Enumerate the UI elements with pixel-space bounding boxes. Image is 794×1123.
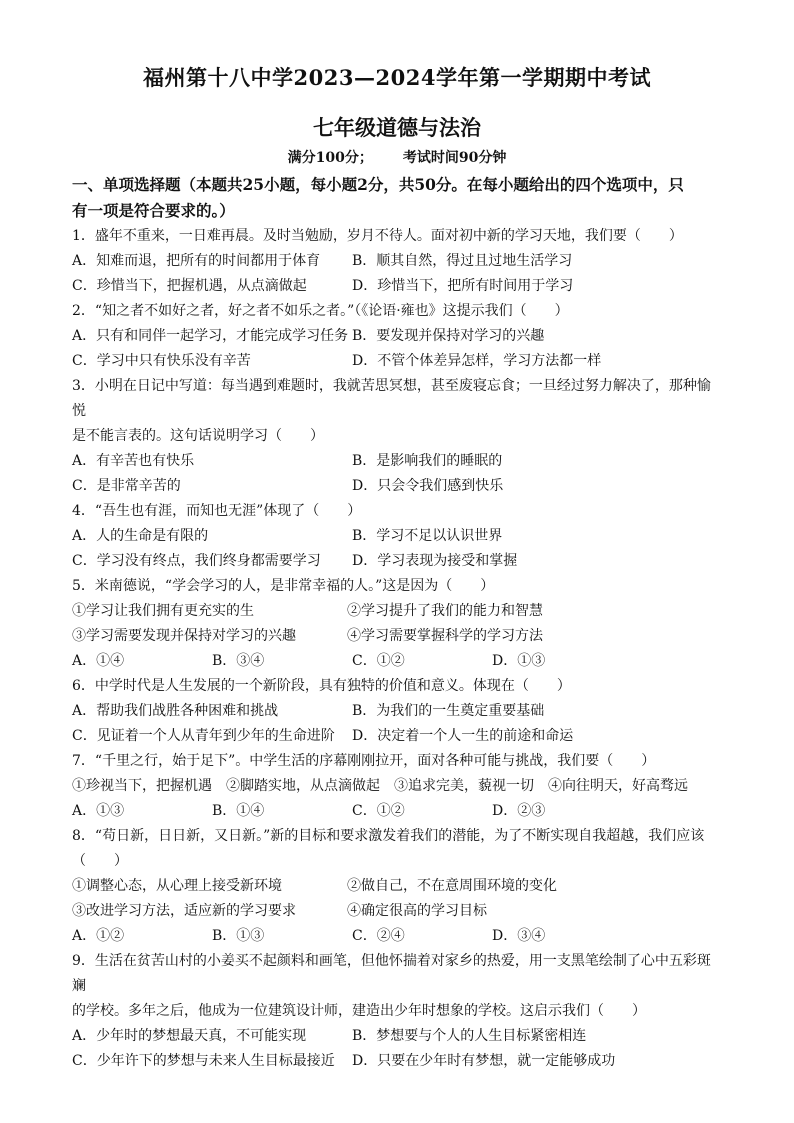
option-row	[72, 724, 724, 749]
option-c: C．少年许下的梦想与未来人生目标最接近	[72, 1053, 335, 1069]
option-b: B．是影响我们的睡眠的	[352, 453, 503, 469]
question-stem: 5．米南德说，“学会学习的人，是非常幸福的人。”这是因为（ ）	[72, 578, 495, 594]
option-d: D．决定着一个人一生的前途和命运	[352, 728, 574, 744]
question-4	[72, 499, 724, 574]
question-2	[72, 299, 724, 374]
option-b: B．③④	[212, 653, 265, 669]
question-stem: （ ）	[72, 853, 128, 869]
option-a: A．①④	[72, 653, 125, 669]
item-row	[72, 624, 724, 649]
full-score: 满分100分；	[287, 150, 373, 166]
section-heading: 一、单项选择题（本题共25小题，每小题2分，共50分。在每小题给出的四个选项中，只	[72, 175, 684, 194]
option-d: D．②③	[492, 803, 546, 819]
option-c: C．学习中只有快乐没有辛苦	[72, 353, 251, 369]
option-d: D．学习表现为接受和掌握	[352, 553, 518, 569]
option-a: A．帮助我们战胜各种困难和挑战	[72, 703, 279, 719]
question-stem: 的学校。多年之后，他成为一位建筑设计师，建造出少年时想象的学校。这启示我们（ ）	[72, 1003, 646, 1019]
option-b: B．梦想要与个人的人生目标紧密相连	[352, 1028, 587, 1044]
option-b: B．①④	[212, 803, 265, 819]
item-3: ③学习需要发现并保持对学习的兴趣	[72, 628, 296, 644]
option-row	[72, 1049, 724, 1074]
item-row	[72, 599, 724, 624]
section-heading: 有一项是符合要求的。）	[72, 201, 235, 220]
option-a: A．只有和同伴一起学习，才能完成学习任务	[72, 328, 349, 344]
option-b: B．顺其自然，得过且过地生活学习	[352, 253, 573, 269]
question-5	[72, 574, 724, 674]
option-d: D．①③	[492, 653, 546, 669]
option-c: C．①②	[352, 803, 405, 819]
option-b: B．要发现并保持对学习的兴趣	[352, 328, 545, 344]
option-row	[72, 799, 724, 824]
option-b: B．学习不足以认识世界	[352, 528, 503, 544]
option-a: A．知难而退，把所有的时间都用于体育	[72, 253, 321, 269]
question-1	[72, 224, 724, 299]
item-2: ②做自己，不在意周围环境的变化	[347, 878, 557, 894]
option-a: A．少年时的梦想最天真，不可能实现	[72, 1028, 307, 1044]
item-line: ①珍视当下，把握机遇 ②脚踏实地，从点滴做起 ③追求完美，藐视一切 ④向往明天，好高骛远	[72, 778, 688, 794]
item-row	[72, 899, 724, 924]
question-stem: 3．小明在日记中写道：每当遇到难题时，我就苦思冥想，甚至废寝忘食；一旦经过努力解决了，那种愉悦	[72, 378, 711, 419]
option-c: C．②④	[352, 928, 405, 944]
option-c: C．珍惜当下，把握机遇，从点滴做起	[72, 278, 307, 294]
option-row	[72, 924, 724, 949]
question-7	[72, 749, 724, 824]
option-row	[72, 449, 724, 474]
item-3: ③改进学习方法，适应新的学习要求	[72, 903, 296, 919]
option-row	[72, 249, 724, 274]
question-stem: 8．“苟日新，日日新，又日新。”新的目标和要求激发着我们的潜能，为了不断实现自我超越，我们应该	[72, 828, 705, 844]
item-2: ②学习提升了我们的能力和智慧	[347, 603, 543, 619]
exam-title: 福州第十八中学2023—2024学年第一学期期中考试	[143, 65, 651, 90]
exam-body	[72, 172, 724, 1074]
option-row	[72, 349, 724, 374]
option-c: C．①②	[352, 653, 405, 669]
exam-meta	[0, 147, 794, 167]
option-c: C．学习没有终点，我们终身都需要学习	[72, 553, 321, 569]
question-stem: 6．中学时代是人生发展的一个新阶段，具有独特的价值和意义。体现在（ ）	[72, 678, 571, 694]
item-1: ①调整心态，从心理上接受新环境	[72, 878, 282, 894]
option-a: A．①③	[72, 803, 125, 819]
question-6	[72, 674, 724, 749]
item-1: ①学习让我们拥有更充实的生	[72, 603, 254, 619]
question-stem: 7．“千里之行，始于足下”。中学生活的序幕刚刚拉开，面对各种可能与挑战，我们要（ ）	[72, 753, 656, 769]
question-stem: 4．“吾生也有涯，而知也无涯”体现了（ ）	[72, 503, 362, 519]
option-row	[72, 324, 724, 349]
question-stem: 2．“知之者不如好之者，好之者不如乐之者。”（《论语·雍也》这提示我们（ ）	[72, 303, 569, 319]
exam-time: 考试时间90分钟	[402, 150, 507, 166]
option-d: D．珍惜当下，把所有时间用于学习	[352, 278, 574, 294]
item-4: ④确定很高的学习目标	[347, 903, 487, 919]
option-a: A．人的生命是有限的	[72, 528, 209, 544]
question-3	[72, 374, 724, 499]
option-row	[72, 274, 724, 299]
option-a: A．有辛苦也有快乐	[72, 453, 195, 469]
option-b: B．①③	[212, 928, 265, 944]
option-d: D．③④	[492, 928, 546, 944]
option-b: B．为我们的一生奠定重要基础	[352, 703, 545, 719]
option-row	[72, 649, 724, 674]
question-stem: 9．生活在贫苦山村的小姜买不起颜料和画笔，但他怀揣着对家乡的热爱，用一支黑笔绘制了心中五彩斑斓	[72, 953, 711, 994]
option-row	[72, 524, 724, 549]
option-c: C．是非常辛苦的	[72, 478, 181, 494]
option-c: C．见证着一个人从青年到少年的生命进阶	[72, 728, 335, 744]
option-row	[72, 699, 724, 724]
option-row	[72, 549, 724, 574]
option-d: D．只会令我们感到快乐	[352, 478, 504, 494]
option-d: D．只要在少年时有梦想，就一定能够成功	[352, 1053, 616, 1069]
item-row	[72, 874, 724, 899]
option-row	[72, 474, 724, 499]
item-4: ④学习需要掌握科学的学习方法	[347, 628, 543, 644]
option-d: D．不管个体差异怎样，学习方法都一样	[352, 353, 602, 369]
question-8	[72, 824, 724, 949]
option-row	[72, 1024, 724, 1049]
question-stem: 1．盛年不重来，一日难再晨。及时当勉励，岁月不待人。面对初中新的学习天地，我们要（ ）	[72, 228, 683, 244]
question-9	[72, 949, 724, 1074]
option-a: A．①②	[72, 928, 125, 944]
exam-subject: 七年级道德与法治	[313, 115, 481, 140]
question-stem: 是不能言表的。这句话说明学习（ ）	[72, 428, 324, 444]
